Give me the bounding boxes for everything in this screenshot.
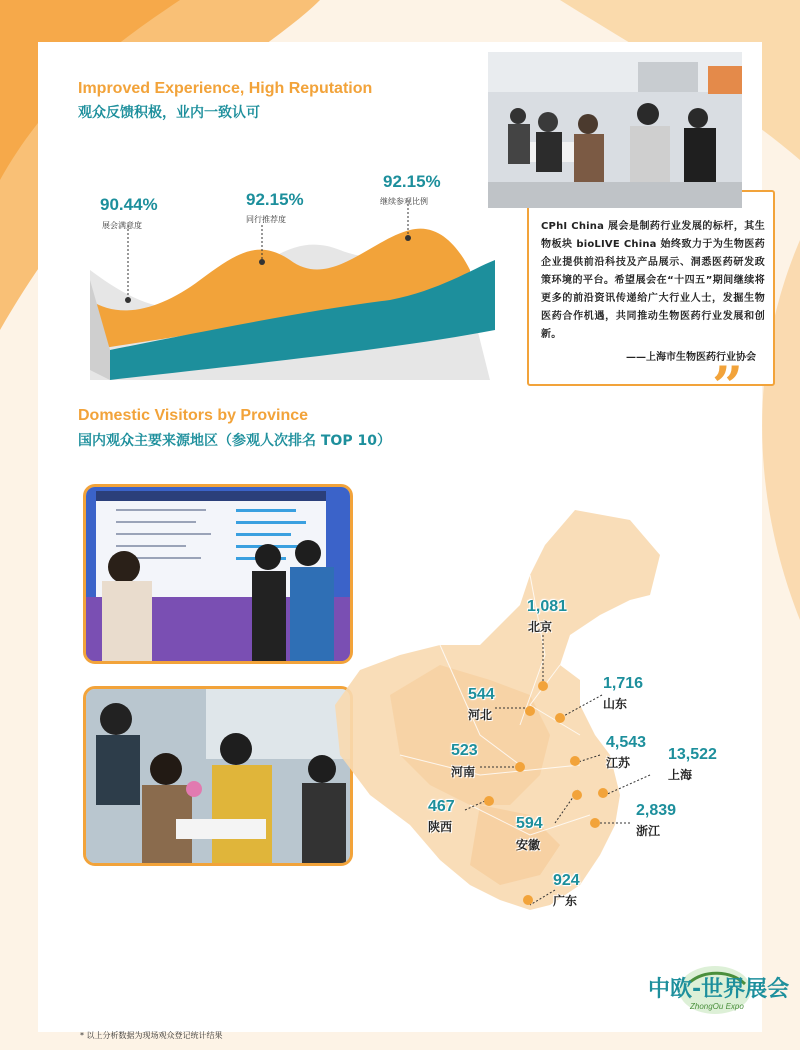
stat-return-label: 继续参观比例 (380, 197, 428, 206)
section2-title-en: Domestic Visitors by Province (78, 407, 309, 424)
province-shanghai-value: 13,522 (668, 746, 717, 763)
province-guangdong-value: 924 (553, 872, 580, 889)
province-hebei-value: 544 (468, 686, 495, 703)
logo-text: 中欧-世界展会 (648, 977, 790, 1002)
province-shanghai-name: 上海 (668, 768, 693, 782)
province-shandong-value: 1,716 (603, 675, 644, 692)
province-zhejiang-value: 2,839 (636, 802, 677, 819)
map-marker-jiangsu (570, 756, 580, 766)
section1-title-en: Improved Experience, High Reputation (78, 80, 373, 97)
quote-source: ——上海市生物医药行业协会 (626, 352, 756, 363)
quote-text: CPhI China 展会是制药行业发展的标杆，其生物板块 bioLIVE China 始终致力于为生物医药企业提供前沿科技及产品展示、洞悉医药研发政策环境的平台。希望展会在“十四五”期间继续将更多的前沿资讯传递给广大行业人士，发掘生物医药合作机遇，共同推动生物医药行业发展和创新。 (541, 221, 765, 340)
province-guangdong-name: 广东 (553, 894, 578, 908)
stat-satisfaction-label: 展会满意度 (102, 221, 142, 230)
stat-recommend-value: 92.15% (246, 190, 304, 209)
map-marker-henan (515, 762, 525, 772)
exhibition-photo-1 (83, 484, 353, 664)
map-marker-guangdong (523, 895, 533, 905)
stat-return-value: 92.15% (383, 172, 441, 191)
province-beijing-name: 北京 (528, 620, 553, 634)
quote-mark-icon: ” (712, 354, 744, 418)
map-marker-shanghai (598, 788, 608, 798)
province-shandong-name: 山东 (603, 697, 628, 711)
map-marker-anhui (572, 790, 582, 800)
section2-title-zh: 国内观众主要来源地区（参观人次排名 TOP 10） (78, 433, 391, 449)
exhibition-photo-2 (83, 686, 353, 866)
map-marker-zhejiang (590, 818, 600, 828)
province-hebei-name: 河北 (468, 708, 493, 722)
province-shaanxi-value: 467 (428, 798, 455, 815)
province-henan-name: 河南 (451, 765, 476, 779)
stat-satisfaction-value: 90.44% (100, 195, 158, 214)
province-anhui-name: 安徽 (516, 838, 541, 852)
province-zhejiang-name: 浙江 (636, 824, 661, 838)
province-henan-value: 523 (451, 742, 478, 759)
province-jiangsu-name: 江苏 (606, 756, 631, 770)
province-jiangsu-value: 4,543 (606, 734, 647, 751)
stat-recommend-label: 同行推荐度 (246, 215, 286, 224)
exhibition-photo-top (488, 52, 742, 208)
map-marker-beijing (538, 681, 548, 691)
map-marker-shaanxi (484, 796, 494, 806)
section1-title-zh: 观众反馈积极，业内一致认可 (78, 105, 260, 121)
footnote: * 以上分析数据为现场观众登记统计结果 (80, 1031, 223, 1040)
province-beijing-value: 1,081 (527, 598, 568, 615)
map-marker-hebei (525, 706, 535, 716)
province-anhui-value: 594 (516, 815, 543, 832)
province-shaanxi-name: 陕西 (428, 820, 453, 834)
logo-subtext: ZhongOu Expo (690, 1002, 744, 1011)
map-marker-shandong (555, 713, 565, 723)
